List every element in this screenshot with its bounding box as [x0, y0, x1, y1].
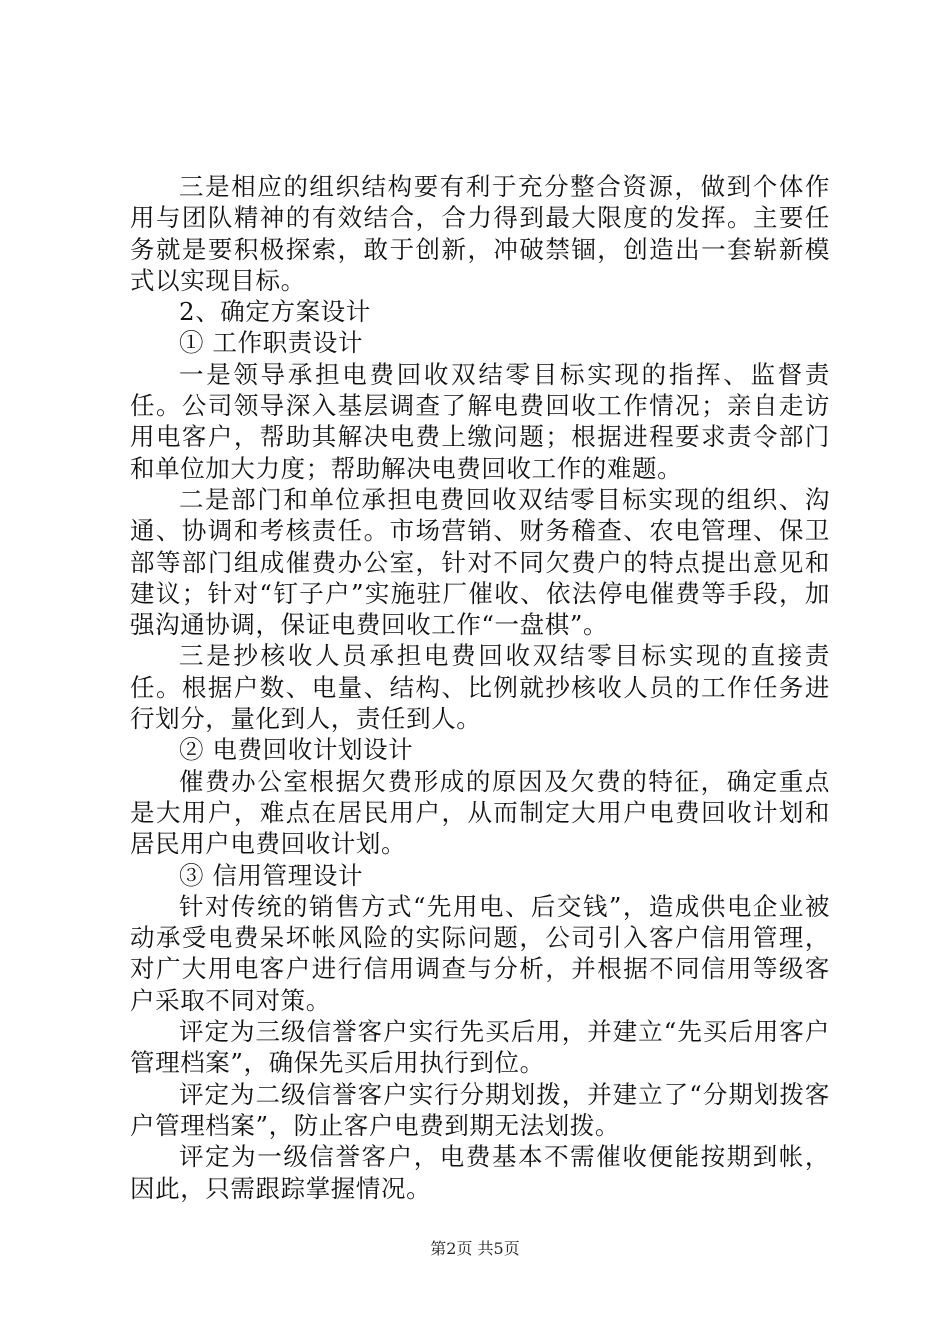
paragraph-level-one-credit: 评定为一级信誉客户，电费基本不需催收便能按期到帐，因此，只需跟踪掌握情况。	[130, 1142, 830, 1203]
paragraph-collection-plan: 催费办公室根据欠费形成的原因及欠费的特征，确定重点是大用户，难点在居民用户，从而制定大用户电费回收计划和居民用户电费回收计划。	[130, 766, 830, 859]
paragraph-1: 三是相应的组织结构要有利于充分整合资源，做到个体作用与团队精神的有效结合，合力得到最大限度的发挥。主要任务就是要积极探索，敢于创新，冲破禁锢，创造出一套崭新模式以实现目标。	[130, 172, 830, 295]
paragraph-leadership-duty: 一是领导承担电费回收双结零目标实现的指挥、监督责任。公司领导深入基层调查了解电费回收工作情况；亲自走访用电客户，帮助其解决电费上缴问题；根据进程要求责令部门和单位加大力度；帮助解决电费回收工作的难题。	[130, 359, 830, 483]
document-body	[130, 171, 830, 1204]
paragraph-credit-management: 针对传统的销售方式“先用电、后交钱”，造成供电企业被动承受电费呆坏帐风险的实际问题，公司引入客户信用管理，对广大用电客户进行信用调查与分析，并根据不同信用等级客户采取不同对策。	[130, 891, 830, 1015]
paragraph-staff-duty: 三是抄核收人员承担电费回收双结零目标实现的直接责任。根据户数、电量、结构、比例就抄核收人员的工作任务进行划分，量化到人，责任到人。	[130, 641, 830, 734]
subheading-credit-management-design: ③ 信用管理设计	[179, 860, 364, 890]
subheading-job-duty-design: ① 工作职责设计	[179, 328, 364, 358]
paragraph-department-duty: 二是部门和单位承担电费回收双结零目标实现的组织、沟通、协调和考核责任。市场营销、财务稽查、农电管理、保卫部等部门组成催费办公室，针对不同欠费户的特点提出意见和建议；针对“钉子户”实施驻厂催收、依法停电催费等手段，加强沟通协调，保证电费回收工作“一盘棋”。	[130, 484, 830, 640]
paragraph-level-three-credit: 评定为三级信誉客户实行先买后用，并建立“先买后用客户管理档案”，确保先买后用执行到位。	[130, 1017, 830, 1078]
section-heading-plan-design: 2、确定方案设计	[179, 297, 371, 327]
paragraph-level-two-credit: 评定为二级信誉客户实行分期划拨，并建立了“分期划拨客户管理档案”，防止客户电费到期无法划拨。	[130, 1079, 830, 1140]
page-number-footer: 第2页 共5页	[430, 1239, 520, 1258]
subheading-collection-plan-design: ② 电费回收计划设计	[179, 735, 414, 765]
